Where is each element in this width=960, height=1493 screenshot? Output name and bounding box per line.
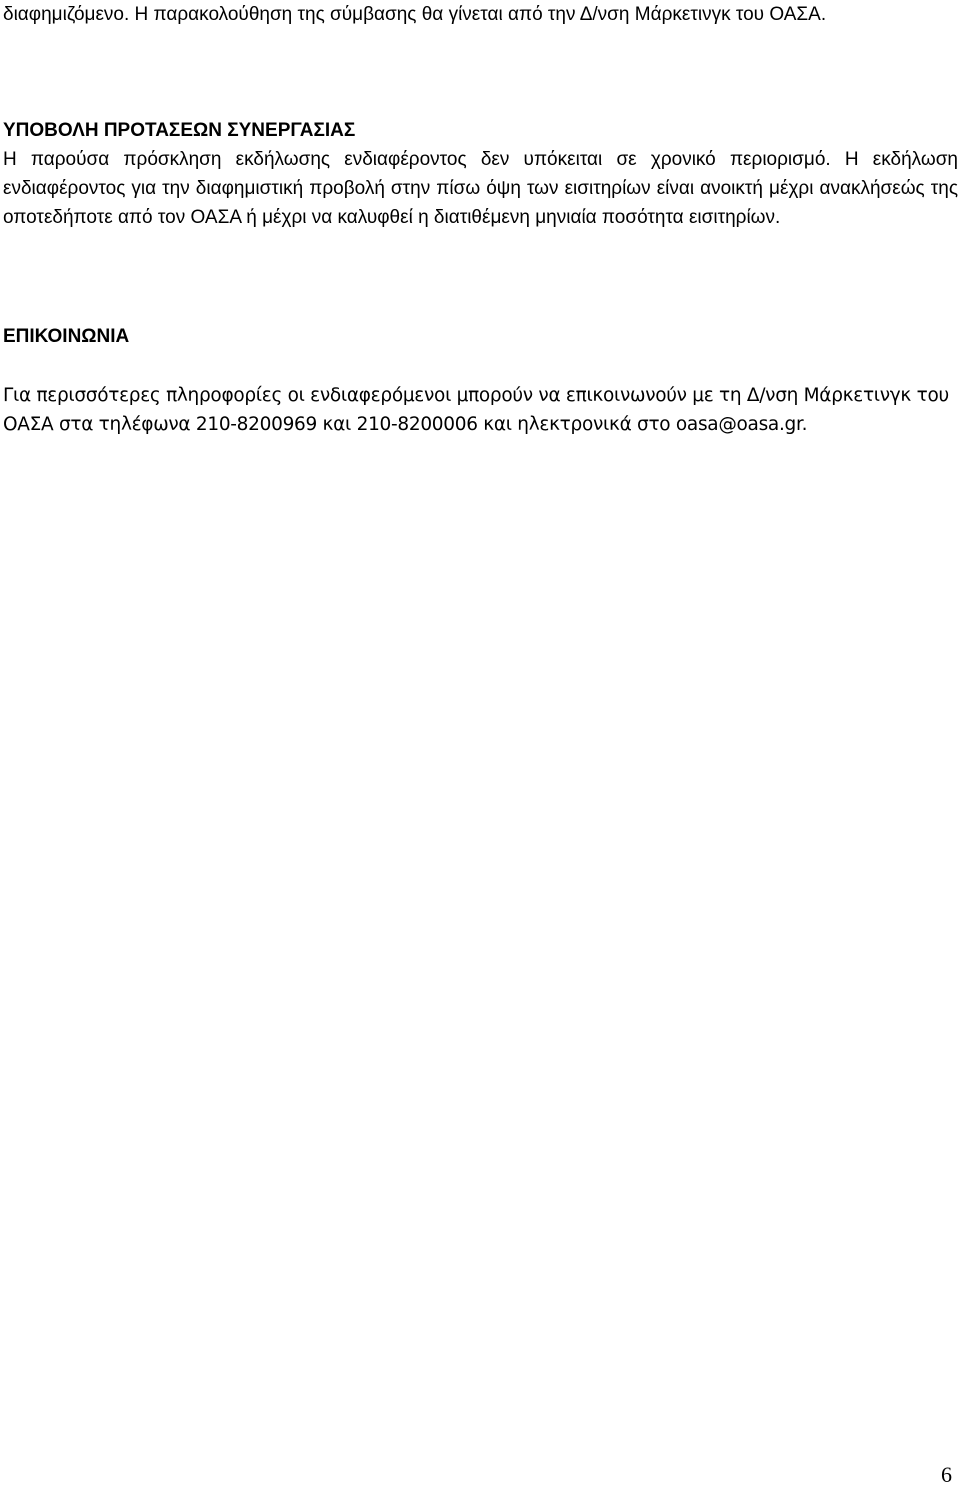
- section-heading-proposals: ΥΠΟΒΟΛΗ ΠΡΟΤΑΣΕΩΝ ΣΥΝΕΡΓΑΣΙΑΣ: [3, 120, 356, 141]
- page-number: 6: [941, 1462, 952, 1487]
- section-paragraph-proposals: Η παρούσα πρόσκληση εκδήλωσης ενδιαφέροντος δεν υπόκειται σε χρονικό περιορισμό. Η εκδήλωση ενδιαφέροντος για την διαφημιστική προβολή στην πίσω όψη των εισιτηρίων είναι ανοικτή μέχρι ανακλήσεώς της οποτεδήποτε από τον ΟΑΣΑ ή μέχρι να καλυφθεί η διατιθέμενη μηνιαία ποσότητα εισιτηρίων.: [3, 149, 958, 228]
- section-heading-contact: ΕΠΙΚΟΙΝΩΝΙΑ: [3, 326, 130, 347]
- intro-paragraph: διαφημιζόμενο. Η παρακολούθηση της σύμβασης θα γίνεται από την Δ/νση Μάρκετινγκ του ΟΑΣΑ.: [3, 4, 827, 25]
- section-paragraph-contact: Για περισσότερες πληροφορίες οι ενδιαφερόμενοι μπορούν να επικοινωνούν με τη Δ/νση Μάρκετινγκ του ΟΑΣΑ στα τηλέφωνα 210-8200969 και 210-8200006 και ηλεκτρονικά στο oasa@oasa.gr.: [3, 385, 949, 435]
